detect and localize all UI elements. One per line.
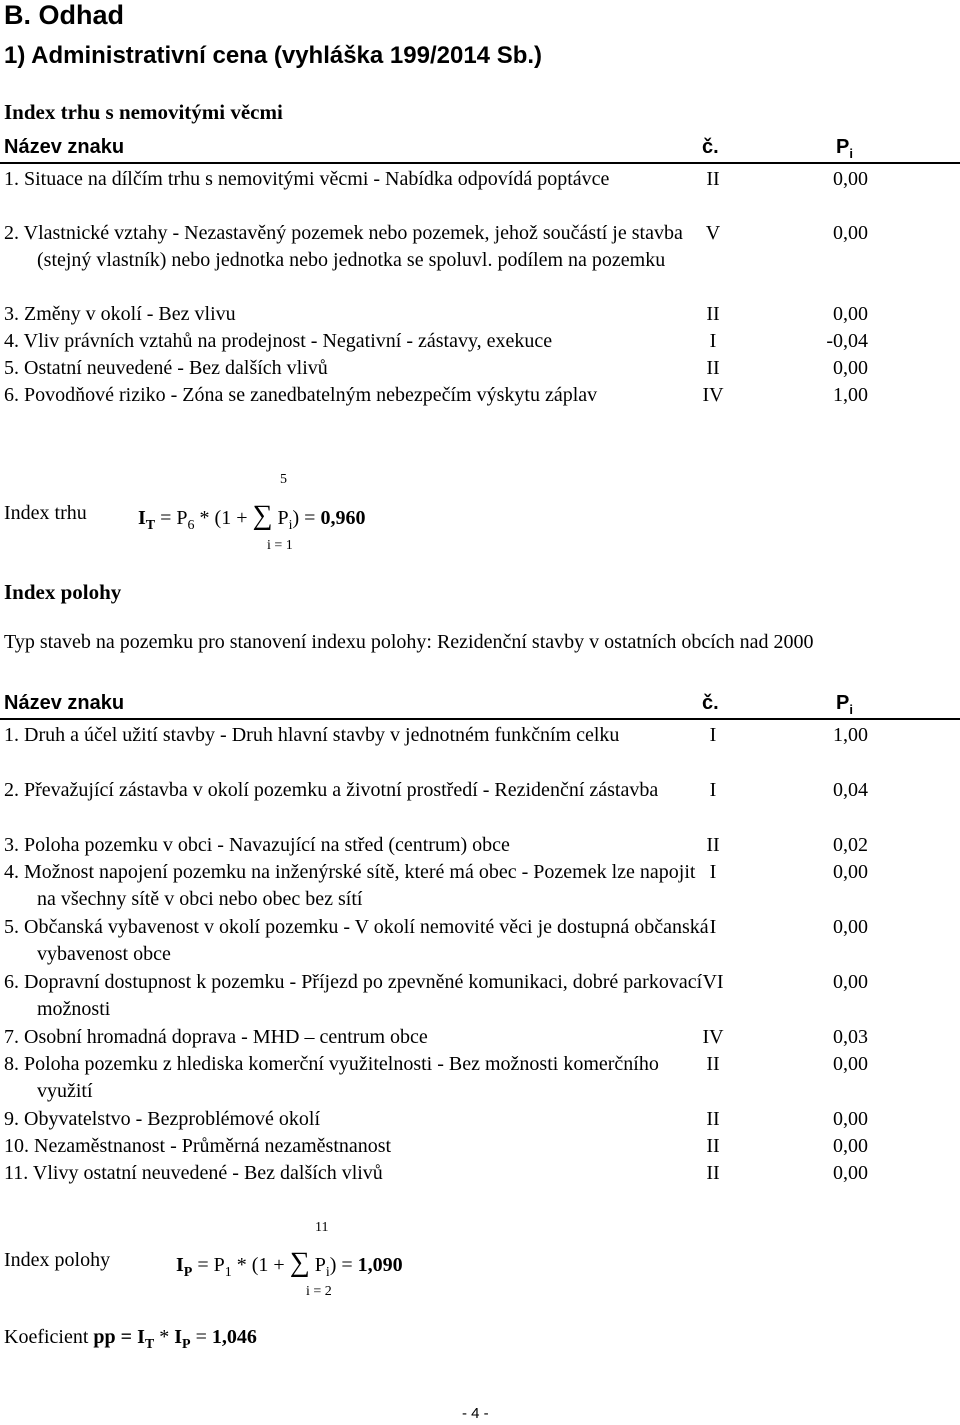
table-row [0, 859, 960, 914]
coefficient-result: 1,046 [211, 1326, 257, 1348]
row-class: II [706, 303, 720, 325]
market-index-table [0, 136, 960, 434]
table-row [0, 1160, 960, 1187]
row-text: 9. Obyvatelstvo - Bezproblémové okolí [4, 1108, 321, 1130]
row-value: 0,00 [833, 916, 868, 938]
row-text: 2. Vlastnické vztahy - Nezastavěný pozemek nebo pozemek, jehož součástí je stavba (stejný vlastník) nebo jednotka nebo jednotka se spoluvl. podílem na pozemku [4, 222, 683, 271]
row-text: 5. Ostatní neuvedené - Bez dalších vlivů [4, 357, 328, 379]
row-value: 0,00 [833, 303, 868, 325]
row-class: II [706, 168, 720, 190]
row-class: IV [702, 384, 724, 406]
row-text: 3. Poloha pozemku v obci - Navazující na střed (centrum) obce [4, 834, 510, 856]
column-header-class: č. [702, 692, 719, 714]
column-header-name: Název znaku [4, 692, 125, 714]
location-index-description: Typ staveb na pozemku pro stanovení indexu polohy: Rezidenční stavby v ostatních obcích nad 2000 [4, 631, 814, 653]
row-value: 0,04 [833, 779, 868, 801]
sum-lower-limit: i = 1 [267, 538, 293, 553]
row-class: I [709, 330, 717, 352]
sum-sign: ∑ [289, 1247, 310, 1278]
row-text: 4. Vliv právních vztahů na prodejnost - Negativní - zástavy, exekuce [4, 330, 553, 352]
table-row [0, 355, 960, 382]
row-class: I [709, 724, 717, 746]
location-index-table [0, 692, 960, 1185]
row-value: 0,00 [833, 971, 868, 993]
table-row [0, 777, 960, 832]
market-index-title: Index trhu s nemovitými věcmi [4, 100, 283, 124]
row-class: II [706, 357, 720, 379]
row-text: 2. Převažující zástavba v okolí pozemku a životní prostředí - Rezidenční zástavba [4, 779, 659, 801]
row-text: 4. Možnost napojení pozemku na inženýrské sítě, které má obec - Pozemek lze napojit na všechny sítě v obci nebo obec bez sítí [4, 861, 696, 910]
row-value: 0,00 [833, 1135, 868, 1157]
row-class: IV [702, 1026, 724, 1048]
row-class: II [706, 1135, 720, 1157]
row-class: II [706, 1053, 720, 1075]
coefficient-label: Koeficient [4, 1326, 89, 1348]
table-row [0, 328, 960, 355]
column-header-name: Název znaku [4, 136, 125, 158]
row-value: 0,00 [833, 1108, 868, 1130]
sum-sign: ∑ [252, 500, 273, 531]
page-number: - 4 - [462, 1405, 489, 1422]
location-index-label: Index polohy [4, 1249, 111, 1271]
row-value: 0,02 [833, 834, 868, 856]
location-index-title: Index polohy [4, 580, 122, 604]
sum-lower-limit: i = 2 [306, 1284, 332, 1299]
sum-upper-limit: 11 [315, 1220, 329, 1235]
row-text: 1. Situace na dílčím trhu s nemovitými věcmi - Nabídka odpovídá poptávce [4, 168, 610, 190]
column-header-p: $P_i$ [836, 136, 853, 161]
column-header-class: č. [702, 136, 719, 158]
table-row [0, 382, 960, 436]
table-row [0, 914, 960, 969]
table-row [0, 832, 960, 859]
row-text: 5. Občanská vybavenost v okolí pozemku - V okolí nemovité věci je dostupná občanská vybavenost obce [4, 916, 709, 965]
row-value: 0,00 [833, 357, 868, 379]
table-row [0, 1051, 960, 1106]
row-text: 6. Povodňové riziko - Zóna se zanedbatelným nebezpečím výskytu záplav [4, 384, 598, 406]
row-value: 0,03 [833, 1026, 868, 1048]
row-class: I [709, 861, 717, 883]
column-header-p: $P_i$ [836, 692, 853, 717]
row-class: VI [702, 971, 724, 993]
subsection-heading: 1) Administrativní cena (vyhláška 199/2014 Sb.) [4, 42, 543, 69]
table-row [0, 1133, 960, 1160]
row-text: 10. Nezaměstnanost - Průměrná nezaměstnanost [4, 1135, 392, 1157]
row-class: II [706, 834, 720, 856]
table-header [0, 692, 960, 720]
row-value: 0,00 [833, 168, 868, 190]
row-value: 0,00 [833, 1053, 868, 1075]
row-value: -0,04 [826, 330, 868, 352]
table-row [0, 166, 960, 220]
row-text: 1. Druh a účel užití stavby - Druh hlavní stavby v jednotném funkčním celku [4, 724, 620, 746]
location-index-formula: $I_P = P_1 * (1$ + ∑ $P_i) = 1,090$ [176, 1247, 403, 1280]
row-value: 0,00 [833, 1162, 868, 1184]
row-class: I [709, 779, 717, 801]
row-text: 7. Osobní hromadná doprava - MHD – centrum obce [4, 1026, 428, 1048]
row-text: 3. Změny v okolí - Bez vlivu [4, 303, 236, 325]
row-value: 0,00 [833, 222, 868, 244]
row-value: 1,00 [833, 724, 868, 746]
row-class: V [705, 222, 721, 244]
market-index-label: Index trhu [4, 502, 87, 524]
row-class: II [706, 1162, 720, 1184]
row-class: I [709, 916, 717, 938]
row-text: 8. Poloha pozemku z hlediska komerční využitelnosti - Bez možnosti komerčního využití [4, 1053, 659, 1102]
table-row [0, 722, 960, 777]
table-row [0, 301, 960, 328]
market-index-formula: $I_T = P_6 * (1$ + ∑ $P_i) = 0,960$ [138, 500, 366, 533]
market-index-result: 0,960 [320, 507, 366, 529]
coefficient-line: Koeficient pp = $I_T * I_P = 1,046$ [4, 1326, 257, 1352]
table-header [0, 136, 960, 164]
row-text: 11. Vlivy ostatní neuvedené - Bez dalších vlivů [4, 1162, 383, 1184]
row-class: II [706, 1108, 720, 1130]
table-row [0, 969, 960, 1024]
row-value: 0,00 [833, 861, 868, 883]
row-value: 1,00 [833, 384, 868, 406]
table-row [0, 1024, 960, 1051]
table-row [0, 220, 960, 301]
location-index-result: 1,090 [357, 1254, 403, 1276]
row-text: 6. Dopravní dostupnost k pozemku - Příjezd po zpevněné komunikaci, dobré parkovací možnosti [4, 971, 703, 1020]
section-heading: B. Odhad [4, 0, 124, 30]
sum-upper-limit: 5 [280, 472, 287, 487]
table-row [0, 1106, 960, 1133]
